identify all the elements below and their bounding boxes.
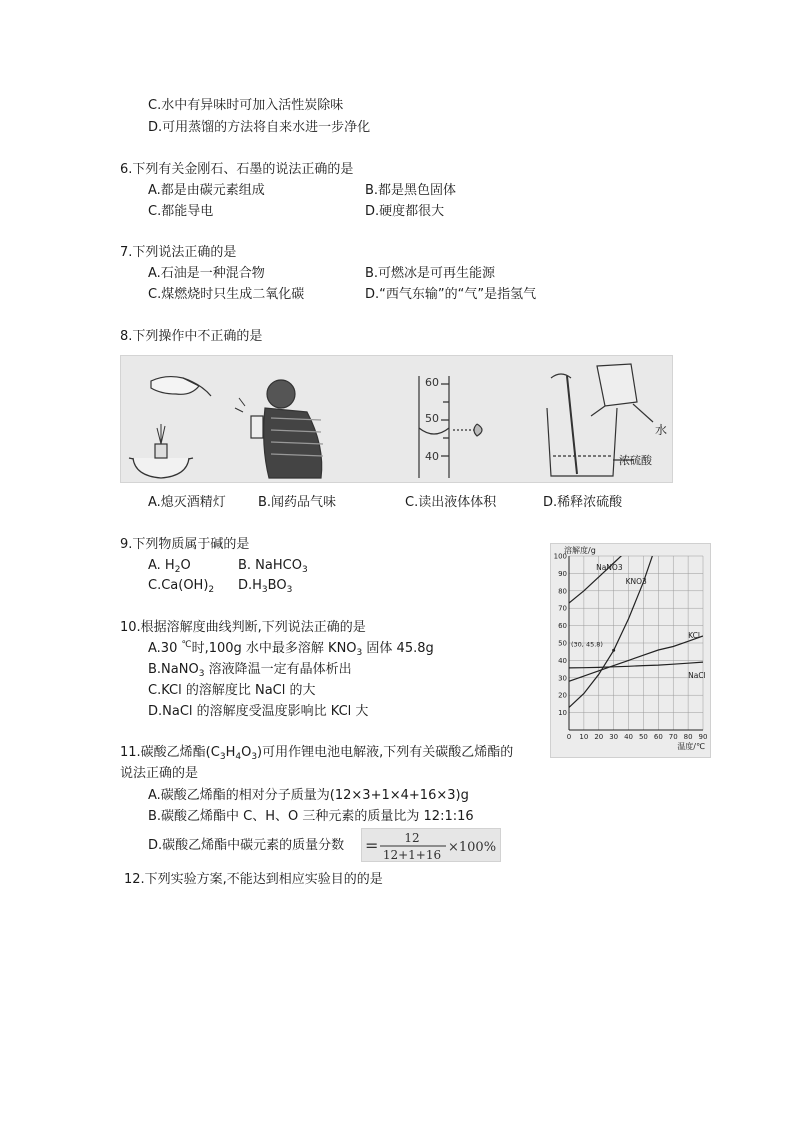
q10-option-c: C.KCl 的溶解度比 NaCl 的大 <box>148 683 316 698</box>
x-tick-label: 70 <box>668 733 678 741</box>
x-tick-label: 20 <box>594 733 604 741</box>
q11-stem-line2: 说法正确的是 <box>120 766 199 781</box>
series-label: NaNO3 <box>596 562 623 572</box>
annotation-point <box>612 649 615 652</box>
q10-option-d: D.NaCl 的溶解度受温度影响比 KCl 大 <box>148 704 369 719</box>
q8-option-c: C.读出液体体积 <box>405 495 497 510</box>
y-tick-label: 60 <box>558 622 567 631</box>
scale-label-60: 60 <box>425 376 439 389</box>
y-tick-label: 80 <box>558 587 567 596</box>
y-tick-label: 40 <box>558 656 567 665</box>
annotation-label: (30, 45.8) <box>571 640 603 649</box>
q8-option-b: B.闻药品气味 <box>258 495 337 510</box>
y-tick-label: 30 <box>558 674 567 683</box>
q11-option-a: A.碳酸乙烯酯的相对分子质量为(12×3+1×4+16×3)g <box>148 788 469 803</box>
q9-option-b: B. NaHCO$_3$ <box>238 558 308 575</box>
q5-option-c: C.水中有异味时可加入活性炭除味 <box>148 98 344 113</box>
q9-option-c: $C.Ca(OH)_2$ <box>148 578 215 595</box>
water-label: 水 <box>655 423 668 437</box>
q10-stem: 10.根据溶解度曲线判断,下列说法正确的是 <box>120 620 366 635</box>
series-line <box>569 662 703 668</box>
q8-figure <box>120 355 673 483</box>
scale-label-50: 50 <box>425 412 439 425</box>
q7-option-a: A.石油是一种混合物 <box>148 266 265 281</box>
q11-option-b: B.碳酸乙烯酯中 C、H、O 三种元素的质量比为 12:1:16 <box>148 809 474 824</box>
q10-option-a: A.30 ℃时,100g 水中最多溶解 $KNO_3$ 固体 45.8g <box>148 640 434 658</box>
x-tick-label: 40 <box>624 733 634 741</box>
q9-option-a: A. $H_2O$ <box>148 558 191 575</box>
q7-stem: 7.下列说法正确的是 <box>120 245 237 260</box>
alcohol-lamp-illustration <box>129 377 211 478</box>
formula-equals: = <box>365 836 379 855</box>
acid-label: 浓硫酸 <box>619 454 652 467</box>
x-tick-label: 10 <box>579 733 589 741</box>
y-tick-label: 100 <box>553 552 567 561</box>
q6-option-b: B.都是黑色固体 <box>365 183 457 198</box>
x-tick-label: 60 <box>653 733 663 741</box>
q10-option-b: B.NaNO$_3$ 溶液降温一定有晶体析出 <box>148 662 352 679</box>
q11-option-d: D.碳酸乙烯酯中碳元素的质量分数 <box>148 838 345 853</box>
q7-option-c: C.煤燃烧时只生成二氧化碳 <box>148 287 305 302</box>
q7-option-b: B.可燃冰是可再生能源 <box>365 266 496 281</box>
formula-tail: ×100% <box>448 840 497 855</box>
q11-stem: 11.碳酸乙烯酯$(C_3H_4O_3)$可用作锂电池电解液,下列有关碳酸乙烯酯的 <box>120 745 514 762</box>
q8-option-d: D.稀释浓硫酸 <box>543 495 623 510</box>
q6-option-c: C.都能导电 <box>148 204 214 219</box>
series-label: KCl <box>688 630 700 640</box>
q6-option-d: D.硬度都很大 <box>365 204 445 219</box>
q6-stem: 6.下列有关金刚石、石墨的说法正确的是 <box>120 162 354 177</box>
x-tick-label: 0 <box>566 733 572 741</box>
smell-illustration <box>235 380 323 478</box>
q9-option-d: $D.H_3BO_3$ <box>238 578 293 595</box>
x-tick-label: 30 <box>609 733 619 741</box>
solubility-chart <box>550 543 711 758</box>
y-tick-label: 70 <box>558 604 567 613</box>
formula-denominator: 12+1+16 <box>382 848 442 862</box>
y-tick-label: 50 <box>558 639 567 648</box>
q12-stem: 12.下列实验方案,不能达到相应实验目的的是 <box>124 872 383 887</box>
x-axis-label: 温度/℃ <box>677 742 705 751</box>
y-tick-label: 20 <box>558 691 567 700</box>
q5-option-d: D.可用蒸馏的方法将自来水进一步净化 <box>148 120 371 135</box>
scale-label-40: 40 <box>425 450 439 463</box>
q6-option-a: A.都是由碳元素组成 <box>148 183 265 198</box>
mass-fraction-formula <box>361 828 501 862</box>
q8-option-a: A.熄灭酒精灯 <box>148 495 226 510</box>
series-label: KNO3 <box>625 576 647 586</box>
q7-option-d: D.“西气东输”的“气”是指氢气 <box>365 287 537 302</box>
formula-numerator: 12 <box>404 831 420 845</box>
q9-stem: 9.下列物质属于碱的是 <box>120 537 250 552</box>
y-tick-label: 90 <box>558 569 567 578</box>
y-axis-label: 溶解度/g <box>564 546 596 555</box>
x-tick-label: 80 <box>683 733 693 741</box>
q8-stem: 8.下列操作中不正确的是 <box>120 329 263 344</box>
x-tick-label: 90 <box>698 733 708 741</box>
series-label: NaCl <box>688 670 706 680</box>
x-tick-label: 50 <box>638 733 648 741</box>
y-tick-label: 10 <box>558 709 567 718</box>
